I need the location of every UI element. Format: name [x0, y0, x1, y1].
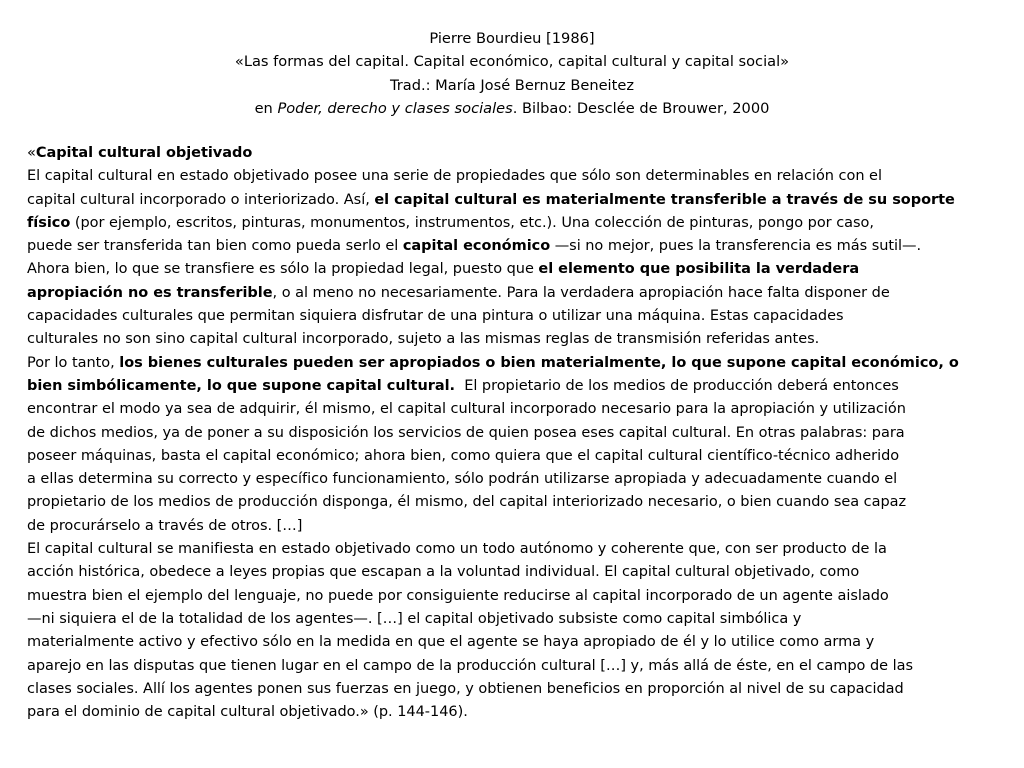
text-span: (por ejemplo, escritos, pinturas, monumentos, instrumentos, etc.). Una colección de pinturas, pongo por caso, — [70, 214, 874, 231]
text-line — [27, 212, 1004, 235]
heading-text: Capital cultural objetivado — [35, 145, 253, 161]
text-line: para el dominio de capital cultural objetivado.» (p. 144-146). — [27, 704, 468, 721]
publication-suffix: . Bilbao: Desclée de Brouwer, 2000 — [512, 99, 770, 117]
text-span: capital cultural incorporado o interiorizado. Así, — [27, 191, 375, 208]
text-span: Por lo tanto, — [27, 354, 120, 371]
text-span: , o al meno no necesariamente. Para la verdadera apropiación hace falta disponer de — [272, 284, 890, 301]
section-heading — [27, 142, 1004, 165]
text-line: poseer máquinas, basta el capital económico; ahora bien, como quiera que el capital cultural científico-técnico adherido — [27, 447, 900, 464]
bold-span: el capital cultural es materialmente transferible a través de su soporte — [374, 191, 955, 208]
text-line: capacidades culturales que permitan siquiera disfrutar de una pintura o utilizar una máquina. Estas capacidades — [27, 308, 844, 325]
text-span: puede ser transferida tan bien como pueda serlo el — [27, 238, 403, 255]
publication-line — [0, 97, 1024, 120]
quoted-text — [27, 142, 1004, 724]
text-line: muestra bien el ejemplo del lenguaje, no puede por consiguiente reducirse al capital incorporado de un agente aislado — [27, 587, 889, 604]
text-line: de dichos medios, ya de poner a su disposición los servicios de quien posea eses capital cultural. En otras palabras: para — [27, 424, 905, 441]
bold-span: apropiación no es transferible — [27, 284, 273, 301]
author-line: Pierre Bourdieu [1986] — [429, 30, 595, 47]
title-line: «Las formas del capital. Capital económico, capital cultural y capital social» — [234, 53, 790, 71]
publication-prefix: en — [254, 99, 278, 117]
text-line: acción histórica, obedece a leyes propias que escapan a la voluntad individual. El capital cultural objetivado, como — [27, 564, 860, 581]
text-line — [27, 282, 1004, 305]
bold-span: el elemento que posibilita la verdadera — [538, 261, 860, 278]
text-span: El propietario de los medios de producción deberá entonces — [455, 377, 899, 394]
text-span: Ahora bien, lo que se transfiere es sólo la propiedad legal, puesto que — [27, 261, 539, 278]
bold-span: bien simbólicamente, lo que supone capital cultural. — [27, 377, 456, 394]
text-line — [27, 352, 1004, 375]
text-line: de procurárselo a través de otros. […] — [27, 517, 303, 534]
text-line — [27, 189, 1004, 212]
text-line — [27, 258, 1004, 281]
translator-line: Trad.: María José Bernuz Beneitez — [390, 76, 634, 94]
text-line: El capital cultural se manifiesta en estado objetivado como un todo autónomo y coherente que, con ser producto de la — [27, 541, 887, 558]
text-line — [27, 235, 1004, 258]
text-span: —si no mejor, pues la transferencia es más sutil—. — [550, 238, 922, 255]
text-line: encontrar el modo ya sea de adquirir, él mismo, el capital cultural incorporado necesario para la apropiación y utilización — [27, 401, 906, 418]
text-line: propietario de los medios de producción disponga, él mismo, del capital interiorizado necesario, o bien cuando sea capaz — [27, 494, 907, 511]
bold-span: físico — [27, 214, 71, 231]
bold-span: capital económico — [402, 238, 551, 255]
text-line: materialmente activo y efectivo sólo en la medida en que el agente se haya apropiado de él y lo utilice como arma y — [27, 634, 875, 651]
bold-span: los bienes culturales pueden ser apropiados o bien materialmente, lo que supone capital económico, o — [119, 354, 959, 371]
citation-header — [0, 27, 1024, 120]
book-title: Poder, derecho y clases sociales — [277, 99, 513, 117]
text-line: culturales no son sino capital cultural incorporado, sujeto a las mismas reglas de transmisión referidas antes. — [27, 331, 820, 348]
text-line — [27, 375, 1004, 398]
text-line: a ellas determina su correcto y específico funcionamiento, sólo podrán utilizarse apropiada y adecuadamente cuando el — [27, 471, 898, 488]
text-line: —ni siquiera el de la totalidad de los agentes—. […] el capital objetivado subsiste como capital simbólica y — [27, 610, 802, 627]
text-line: aparejo en las disputas que tienen lugar en el campo de la producción cultural […] y, más allá de éste, en el campo de las — [27, 657, 913, 674]
text-line: clases sociales. Allí los agentes ponen sus fuerzas en juego, y obtienen beneficios en proporción al nivel de su capacidad — [27, 680, 904, 697]
open-quote: « — [27, 145, 36, 161]
text-line: El capital cultural en estado objetivado posee una serie de propiedades que sólo son determinables en relación con el — [27, 168, 882, 185]
